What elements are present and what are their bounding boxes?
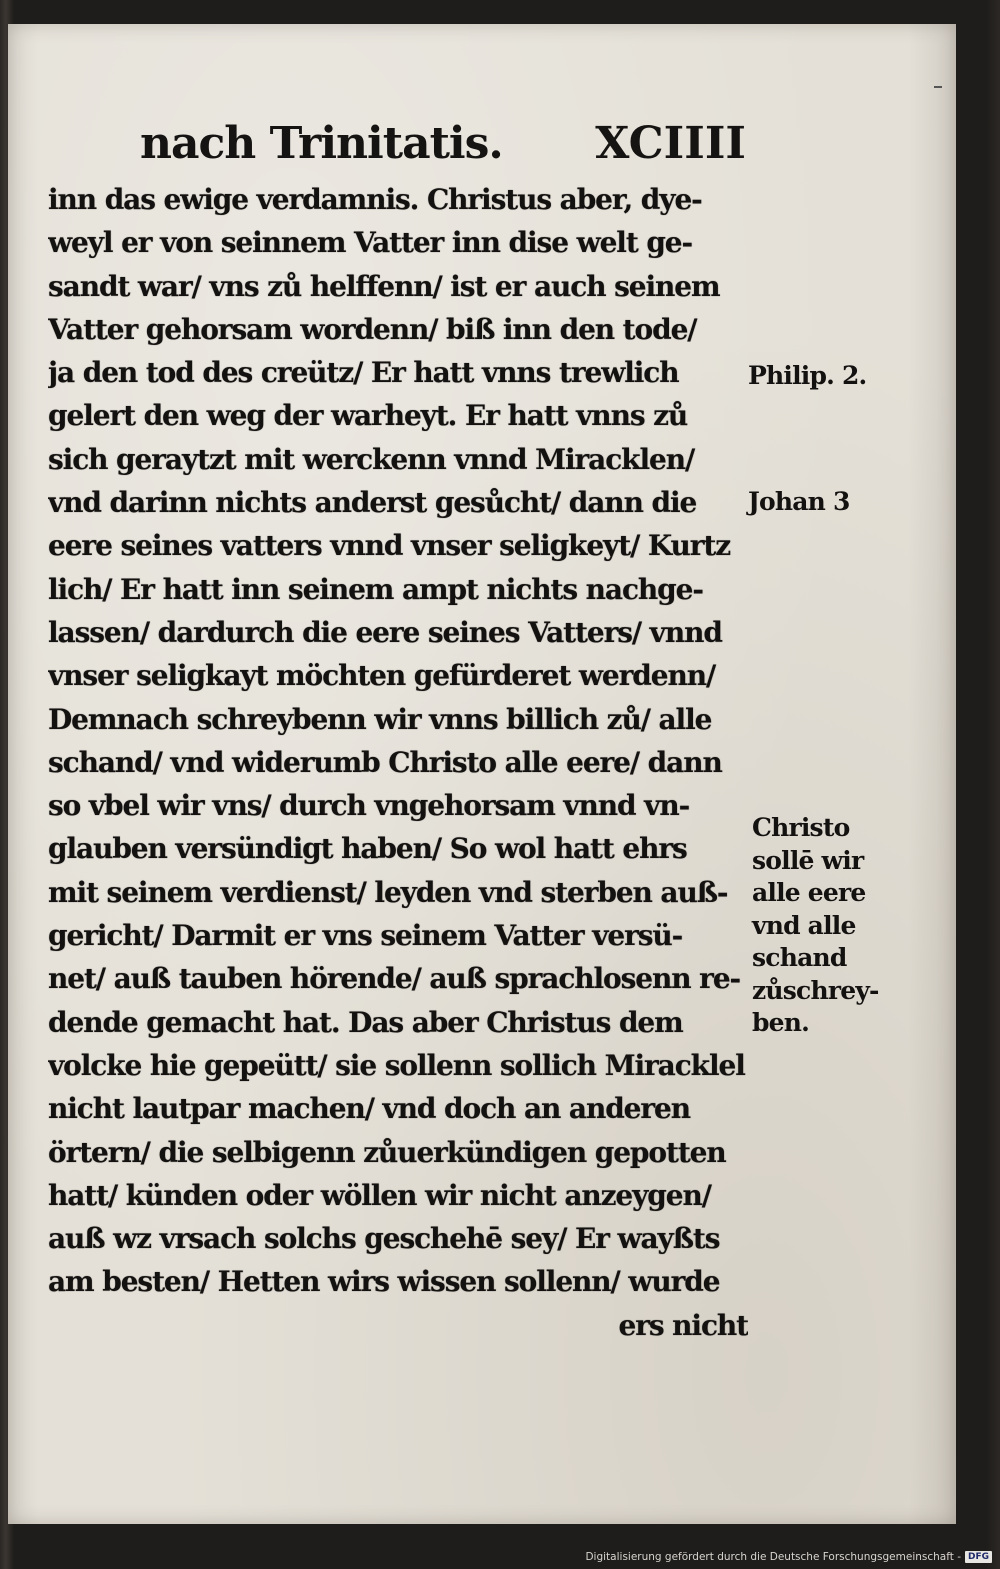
dfg-logo: DFG — [965, 1551, 992, 1563]
catchword: ers nicht — [618, 1308, 748, 1342]
text-line: vnser seligkayt möchten gefürderet werdenn/ — [48, 659, 716, 693]
marginal-line: schand — [752, 943, 847, 972]
text-line: nicht lautpar machen/ vnd doch an anderen — [48, 1092, 691, 1126]
running-title: nach Trinitatis. — [140, 118, 503, 169]
text-line: gericht/ Darmit er vns seinem Vatter versü- — [48, 919, 683, 953]
folio-number: XCIIII — [595, 118, 746, 169]
text-line: eere seines vatters vnnd vnser seligkeyt/ Kurtz — [48, 529, 731, 563]
text-line: gelert den weg der warheyt. Er hatt vnns zů — [48, 399, 688, 433]
text-line: glauben versündigt haben/ So wol hatt ehrs — [48, 832, 687, 866]
text-line: lich/ Er hatt inn seinem ampt nichts nachge- — [48, 572, 703, 606]
text-line: dende gemacht hat. Das aber Christus dem — [48, 1005, 683, 1039]
marginal-note-christ — [752, 812, 879, 1040]
text-line: Vatter gehorsam wordenn/ biß inn den tode/ — [48, 312, 697, 346]
marginal-line: zůschrey- — [752, 975, 879, 1005]
text-line: volcke hie gepeütt/ sie sollenn sollich Miracklel — [48, 1048, 745, 1082]
text-line: örtern/ die selbigenn zůuerkündigen gepotten — [48, 1135, 726, 1169]
body-text — [48, 178, 748, 1347]
marginal-line: sollē wir — [752, 845, 864, 875]
marginal-line: vnd alle — [752, 910, 856, 940]
marginal-note-philippians: Philip. 2. — [748, 361, 867, 390]
text-line: mit seinem verdienst/ leyden vnd sterben auß- — [48, 875, 728, 909]
text-line: sich geraytzt mit werckenn vnnd Miracklen/ — [48, 442, 695, 476]
text-line: weyl er von seinnem Vatter inn dise welt ge- — [48, 226, 693, 260]
text-line: ja den tod des creütz/ Er hatt vnns trewlich — [48, 356, 679, 390]
page-edge-mark — [934, 86, 942, 88]
text-line: am besten/ Hetten wirs wissen sollenn/ wurde — [48, 1265, 720, 1299]
text-line: sandt war/ vns zů helffenn/ ist er auch seinem — [48, 269, 720, 303]
credit-text: Digitalisierung gefördert durch die Deutsche Forschungsgemeinschaft - — [585, 1551, 961, 1563]
text-line: so vbel wir vns/ durch vngehorsam vnnd vn- — [48, 789, 690, 823]
marginal-note-john: Johan 3 — [748, 487, 850, 516]
marginal-line: Christo — [752, 813, 850, 842]
marginal-line: alle eere — [752, 878, 866, 907]
text-line: schand/ vnd widerumb Christo alle eere/ dann — [48, 745, 722, 779]
text-line: hatt/ künden oder wöllen wir nicht anzeygen/ — [48, 1178, 711, 1212]
text-line: vnd darinn nichts anderst gesůcht/ dann die — [48, 486, 697, 520]
text-line: Demnach schreybenn wir vnns billich zů/ alle — [48, 702, 712, 736]
text-line: lassen/ dardurch die eere seines Vatters/ vnnd — [48, 615, 722, 649]
digitization-credit — [585, 1550, 992, 1564]
marginal-line: ben. — [752, 1008, 810, 1037]
running-head — [140, 118, 746, 178]
text-line: inn das ewige verdamnis. Christus aber, dye- — [48, 183, 702, 216]
text-line: net/ auß tauben hörende/ auß sprachlosenn re- — [48, 962, 741, 996]
text-line: auß wz vrsach solchs geschehē sey/ Er wayßts — [48, 1222, 720, 1256]
